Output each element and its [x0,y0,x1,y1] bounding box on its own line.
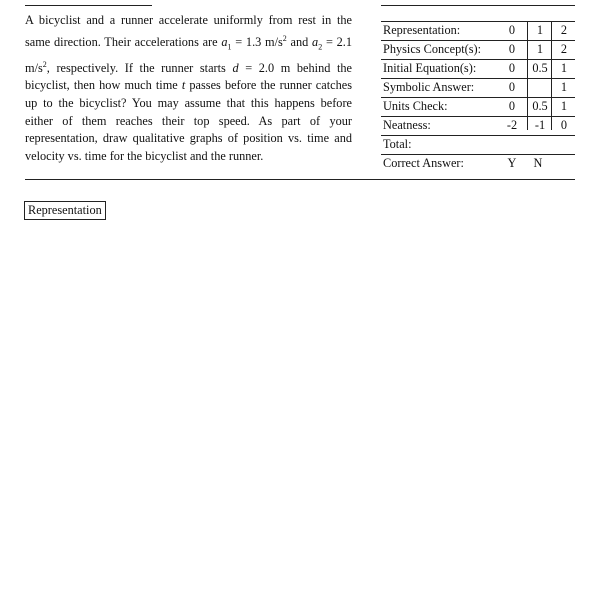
rubric-label: Correct Answer: [383,156,464,170]
rubric-score: 0.5 [532,99,548,113]
rubric-row-initial-equations [381,60,575,79]
rubric-row-correct-answer [381,155,575,173]
top-rule-left [25,5,152,6]
problem-text-end: passes before the runner catches up to the bicyclist? You may assume that this happens before either of them reaches their top speed. As part of your representation, draw qualitative graphs of position vs. time and velocity vs. time for the bicyclist and the runner. [25,78,352,163]
rubric-score: 2 [560,23,568,37]
rubric-score: 0 [508,99,516,113]
rubric-label: Initial Equation(s): [383,61,477,75]
rubric-score: 2 [560,42,568,56]
rubric-row-total [381,136,575,155]
rubric-score: 0 [560,118,568,132]
score-column-divider [551,21,552,130]
problem-text-mid: , respectively. If the runner starts [46,60,233,75]
a2-symbol: a [312,34,319,49]
a2-subscript: 2 [318,42,323,52]
representation-box[interactable] [24,201,106,220]
rubric-label: Representation: [383,23,461,37]
a1-subscript: 1 [227,42,232,52]
rubric-score: N [533,156,543,170]
and-word: and [286,34,313,49]
a1-value: = 1.3 m/s [231,34,283,49]
top-rule-right [381,5,575,6]
rubric-score: 1 [536,42,544,56]
a1-symbol: a [221,34,228,49]
rubric-score: -1 [534,118,546,132]
rubric-label: Neatness: [383,118,431,132]
rubric-score: 1 [560,61,568,75]
rubric-score: 0.5 [532,61,548,75]
rubric-label: Units Check: [383,99,448,113]
d-value: = 2.0 m behind the bicyclist, then how much time [25,60,353,93]
a1-exponent: 2 [282,33,287,43]
rubric-label: Symbolic Answer: [383,80,475,94]
problem-text-intro: A bicyclist and a runner accelerate uniformly from rest in the same direction. Their accelerations are [25,13,352,49]
rubric-score: 1 [536,23,544,37]
rubric-row-symbolic-answer [381,79,575,98]
score-column-divider [527,21,528,130]
rubric-score: 0 [508,61,516,75]
t-symbol: t [181,78,186,93]
problem-statement [25,12,352,165]
rubric-score: 0 [508,42,516,56]
section-rule [25,179,575,180]
representation-label: Representation [28,203,102,217]
rubric-table [381,21,575,173]
rubric-score: 1 [560,99,568,113]
rubric-score: 0 [508,80,516,94]
rubric-label: Physics Concept(s): [383,42,482,56]
rubric-label: Total: [383,137,412,151]
rubric-row-representation [381,21,575,41]
rubric-row-physics-concepts [381,41,575,60]
rubric-score: 0 [508,23,516,37]
rubric-score: Y [507,156,517,170]
a2-exponent: 2 [42,59,47,69]
rubric-row-units-check [381,98,575,117]
rubric-score: -2 [506,118,518,132]
rubric-score: 1 [560,80,568,94]
a2-value: = 2.1 m/s [25,34,352,75]
d-symbol: d [232,60,239,75]
rubric-row-neatness [381,117,575,136]
